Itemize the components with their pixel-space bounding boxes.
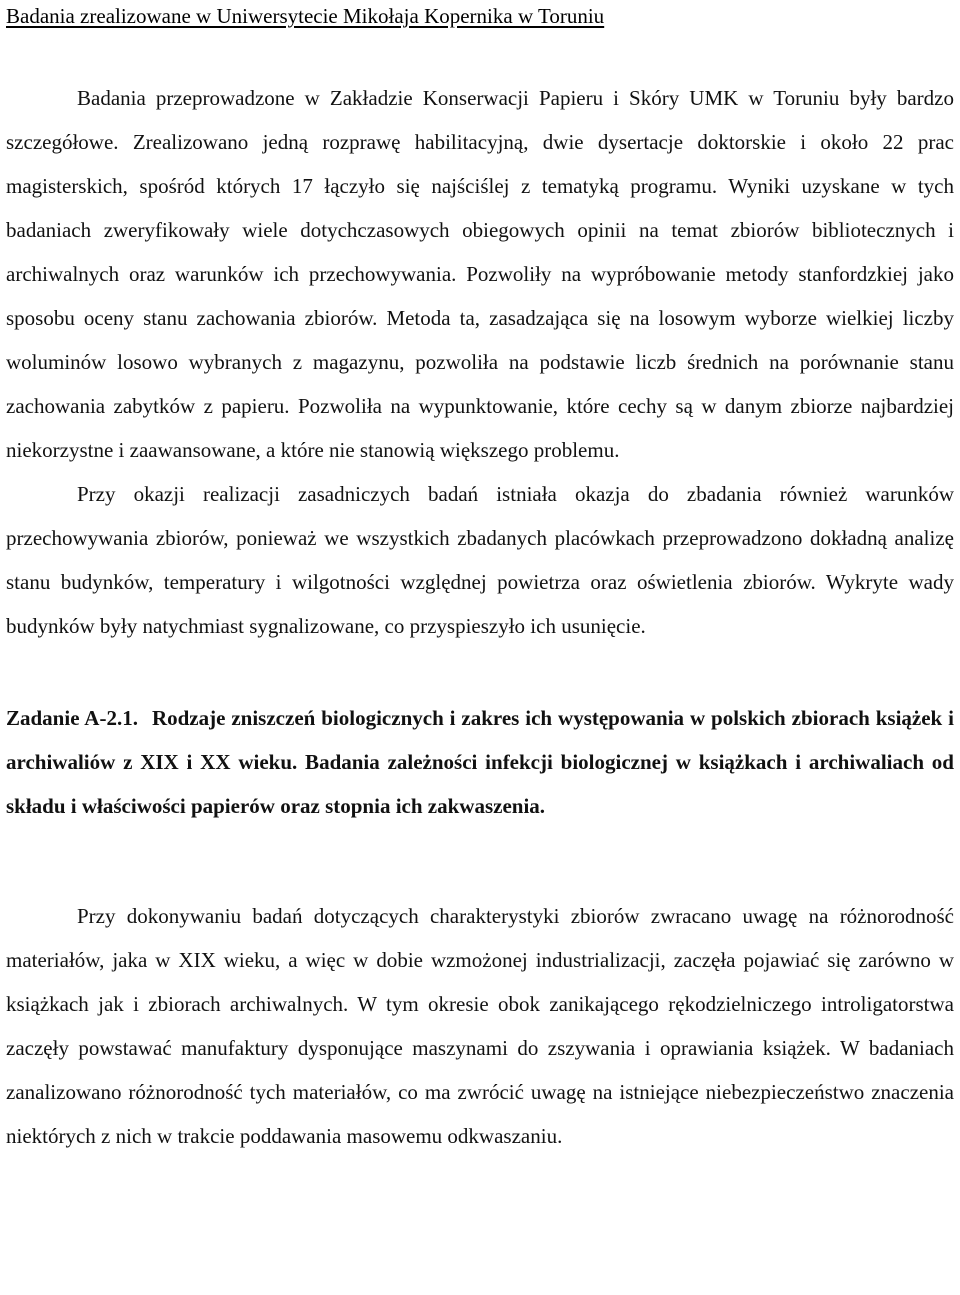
task-label: Zadanie A-2.1.	[6, 706, 138, 730]
paragraph-research-summary: Badania przeprowadzone w Zakładzie Konserwacji Papieru i Skóry UMK w Toruniu były bardzo szczegółowe. Zrealizowano jedną rozprawę habilitacyjną, dwie dysertacje doktorskie i około 22 prac magisterskich, spośród których 17 łączyło się najściślej z tematyką programu. Wyniki uzyskane w tych badaniach zweryfikowały wiele dotychczasowych obiegowych opinii na temat zbiorów bibliotecznych i archiwalnych oraz warunków ich przechowywania. Pozwoliły na wypróbowanie metody stanfordzkiej jako sposobu oceny stanu zachowania zbiorów. Metoda ta, zasadzająca się na losowym wyborze wielkiej liczby woluminów losowo wybranych z magazynu, pozwoliła na podstawie liczb średnich na porównanie stanu zachowania zabytków z papieru. Pozwoliła na wypunktowanie, które cechy są w danym zbiorze najbardziej niekorzystne i zaawansowane, a które nie stanowią większego problemu.	[6, 86, 954, 462]
paragraph-materials: Przy dokonywaniu badań dotyczących charakterystyki zbiorów zwracano uwagę na różnorodność materiałów, jaka w XIX wieku, a więc w dobie wzmożonej industrializacji, zaczęła pojawiać się zarówno w książkach jak i zbiorach archiwalnych. W tym okresie obok zanikającego rękodzielniczego introligatorstwa zaczęły powstawać manufaktury dysponujące maszynami do zszywania i oprawiania książek. W badaniach zanalizowano różnorodność tych materiałów, co ma zwrócić uwagę na istniejące niebezpieczeństwo znaczenia niektórych z nich w trakcie poddawania masowemu odkwaszaniu.	[6, 904, 954, 1148]
page-title-link[interactable]: Badania zrealizowane w Uniwersytecie Mikołaja Kopernika w Toruniu	[6, 4, 605, 28]
paragraph-storage-conditions: Przy okazji realizacji zasadniczych badań istniała okazja do zbadania również warunków przechowywania zbiorów, ponieważ we wszystkich zbadanych placówkach przeprowadzono dokładną analizę stanu budynków, temperatury i wilgotności względnej powietrza oraz oświetlenia zbiorów. Wykryte wady budynków były natychmiast sygnalizowane, co przyspieszyło ich usunięcie.	[6, 482, 954, 638]
task-heading	[6, 696, 954, 828]
document-page	[6, 0, 954, 1158]
task-title: Rodzaje zniszczeń biologicznych i zakres ich występowania w polskich zbiorach książek i archiwaliów z XIX i XX wieku. Badania zależności infekcji biologicznej w książkach i archiwaliach od składu i właściwości papierów oraz stopnia ich zakwaszenia.	[6, 706, 954, 818]
